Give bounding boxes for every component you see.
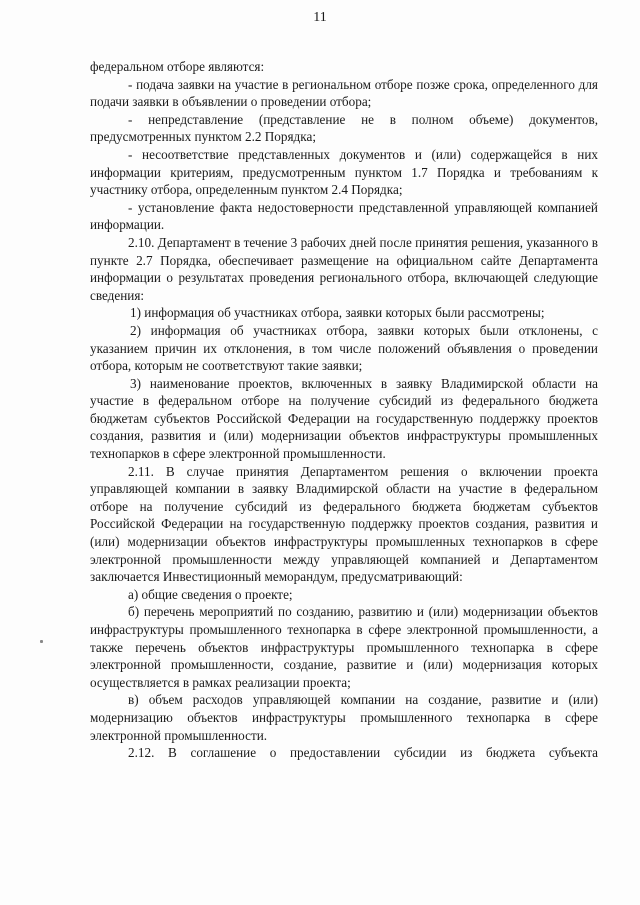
clause-2-10: 2.10. Департамент в течение 3 рабочих дней после принятия решения, указанного в пункте 2.7 Порядка, обеспечивает размещение на официальном сайте Департамента информации о результатах проведения регионального отбора, включающей следующие сведения: [90, 234, 598, 303]
page-number: 11 [313, 10, 327, 25]
scan-speck [40, 640, 43, 643]
clause-2-12: 2.12. В соглашение о предоставлении субсидии из бюджета субъекта [128, 745, 598, 761]
document-body [90, 58, 598, 762]
clause-2-11-item-c: в) объем расходов управляющей компании на создание, развитие и (или) модернизацию объектов инфраструктуры промышленного технопарка в сфере электронной промышленности. [90, 692, 598, 743]
list-item-late-submission: - подача заявки на участие в региональном отборе позже срока, определенного для подачи заявки в объявлении о проведении отбора; [90, 76, 598, 110]
clause-2-11-item-b: б) перечень мероприятий по созданию, развитию и (или) модернизации объектов инфраструктуры промышленного технопарка в сфере электронной промышленности, а также перечень объектов инфраструктуры промышленного технопарка в сфере электронной промышленности, создание, развитие и (или) модернизация которых осуществляется в рамках реализации проекта; [90, 604, 598, 690]
list-item-noncompliance: - несоответствие представленных документов и (или) содержащейся в них информации критериям, предусмотренным пунктом 1.7 Порядка и требованиям к участнику отбора, определенным пунктом 2.4 Порядка; [90, 146, 598, 198]
clause-2-11-item-a: а) общие сведения о проекте; [128, 586, 293, 602]
clause-2-10-item-2: 2) информация об участниках отбора, заявки которых были отклонены, с указанием причин их отклонения, в том числе положений объявления о проведении отбора, которым не соответствуют такие заявки; [90, 322, 598, 374]
clause-2-10-item-3: 3) наименование проектов, включенных в заявку Владимирской области на участие в федеральном отборе на получение субсидий из федерального бюджета бюджетам субъектов Российской Федерации на государственную поддержку проектов создания, развития и (или) модернизации объектов инфраструктуры промышленных технопарков в сфере электронной промышленности. [90, 375, 598, 462]
list-item-false-information: - установление факта недостоверности представленной управляющей компанией информации. [90, 199, 598, 233]
paragraph-continuation: федеральном отборе являются: [90, 59, 265, 74]
clause-2-10-item-1: 1) информация об участниках отбора, заявки которых были рассмотрены; [130, 305, 545, 321]
clause-2-11: 2.11. В случае принятия Департаментом решения о включении проекта управляющей компании в заявку Владимирской области на участие в федеральном отборе на получение субсидий из федерального бюджета бюджетам субъектов Российской Федерации на государственную поддержку проектов создания, развития и (или) модернизации объектов инфраструктуры промышленных технопарков в сфере электронной промышленности между управляющей компанией и Департаментом заключается Инвестиционный меморандум, предусматривающий: [90, 463, 598, 585]
list-item-incomplete-documents: - непредставление (представление не в полном объеме) документов, предусмотренных пунктом 2.2 Порядка; [90, 111, 598, 145]
